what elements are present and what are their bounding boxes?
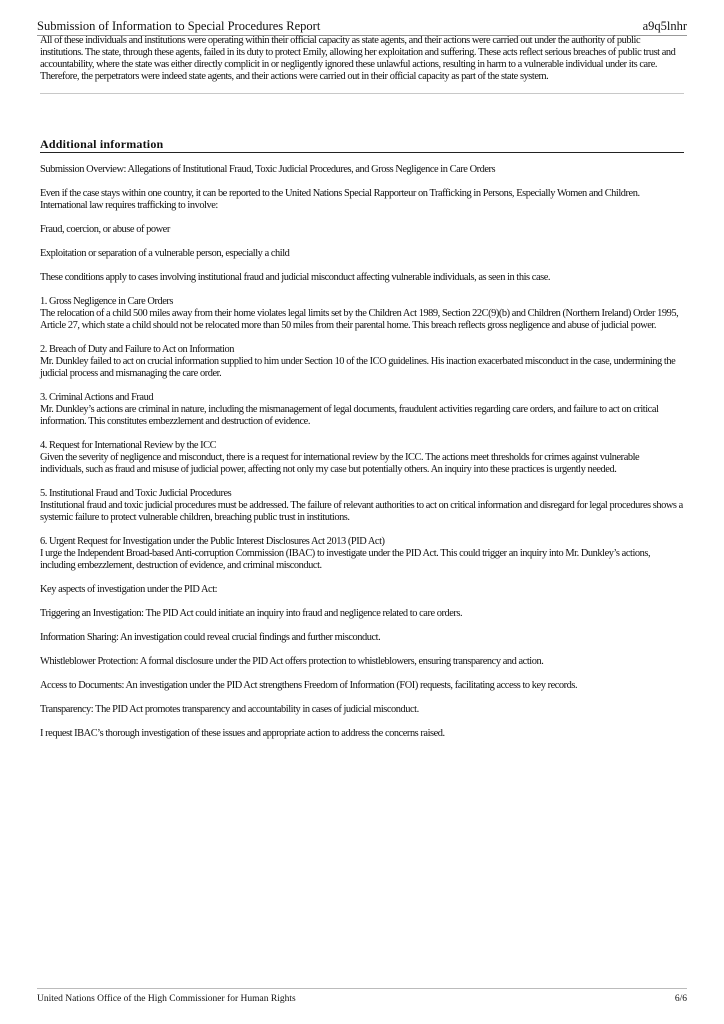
page-number: 6/6 <box>674 994 687 1004</box>
paragraph-text: Information Sharing: An investigation could reveal crucial findings and further misconduct. <box>40 632 381 643</box>
paragraph-heading: 2. Breach of Duty and Failure to Act on Information <box>40 344 235 355</box>
document-title: Submission of Information to Special Procedures Report <box>37 19 321 33</box>
paragraph-text: Triggering an Investigation: The PID Act could initiate an inquiry into fraud and negligence related to care orders. <box>40 608 463 619</box>
paragraph <box>40 632 684 644</box>
paragraph-heading: 4. Request for International Review by the ICC <box>40 440 217 451</box>
paragraph <box>40 188 684 212</box>
document-body <box>40 35 684 740</box>
paragraph-text: Mr. Dunkley’s actions are criminal in nature, including the mismanagement of legal documents, fraudulent activities regarding care orders, and failure to act on critical information. This constitutes embezzlement and destruction of evidence. <box>40 404 659 427</box>
paragraph <box>40 728 684 740</box>
page-footer <box>37 988 687 1005</box>
paragraph <box>40 680 684 692</box>
paragraph-text: Given the severity of negligence and misconduct, there is a request for international review by the ICC. The actions meet thresholds for crimes against vulnerable individuals, such as fraud and misuse of judicial power, affecting not only my case but potentially others. An inquiry into these practices is urgently needed. <box>40 452 640 475</box>
intro-paragraph: All of these individuals and institutions were operating within their official capacity as state agents, and their actions were carried out under the authority of public institutions. The state, through these agents, failed in its duty to protect Emily, allowing her exploitation and suffering. These acts reflect serious breaches of public trust and accountability, where the state was either directly complicit in or negligently ignored these unlawful actions, resulting in harm to a vulnerable individual under its care. Therefore, the perpetrators were indeed state agents, and their actions were carried out in their official capacity as part of the state system. <box>40 35 676 82</box>
paragraph-text: Mr. Dunkley failed to act on crucial information supplied to him under Section 10 of the ICO guidelines. His inaction exacerbated misconduct in the case, undermining the judicial process and mismanaging the care order. <box>40 356 676 379</box>
paragraph-heading: 6. Urgent Request for Investigation under the Public Interest Disclosures Act 2013 (PID Act) <box>40 536 385 547</box>
paragraph-text: I request IBAC’s thorough investigation of these issues and appropriate action to address the concerns raised. <box>40 728 445 739</box>
paragraph-text: Transparency: The PID Act promotes transparency and accountability in cases of judicial misconduct. <box>40 704 419 715</box>
paragraph <box>40 296 684 332</box>
paragraph <box>40 656 684 668</box>
paragraph-heading: 5. Institutional Fraud and Toxic Judicial Procedures <box>40 488 232 499</box>
paragraph-text: Whistleblower Protection: A formal disclosure under the PID Act offers protection to whistleblowers, ensuring transparency and action. <box>40 656 544 667</box>
paragraph-text: Even if the case stays within one country, it can be reported to the United Nations Special Rapporteur on Trafficking in Persons, Especially Women and Children. International law requires trafficking to involve: <box>40 188 640 211</box>
paragraph <box>40 272 684 284</box>
paragraph-text: The relocation of a child 500 miles away from their home violates legal limits set by the Children Act 1989, Section 22C(9)(b) and Children (Northern Ireland) Order 1995, Article 27, which state a child should not be relocated more than 50 miles from their parental home. This breach reflects gross negligence and abuse of judicial power. <box>40 308 679 331</box>
paragraph-text: Exploitation or separation of a vulnerable person, especially a child <box>40 248 290 259</box>
paragraph <box>40 608 684 620</box>
paragraph <box>40 584 684 596</box>
paragraph-text: I urge the Independent Broad-based Anti-corruption Commission (IBAC) to investigate under the PID Act. This could trigger an inquiry into Mr. Dunkley’s actions, including embezzlement, destruction of evidence, and criminal misconduct. <box>40 548 651 571</box>
paragraph-text: These conditions apply to cases involving institutional fraud and judicial misconduct affecting vulnerable individuals, as seen in this case. <box>40 272 551 283</box>
paragraph-text: Submission Overview: Allegations of Institutional Fraud, Toxic Judicial Procedures, and Gross Negligence in Care Orders <box>40 164 496 175</box>
section-title: Additional information <box>40 137 684 153</box>
paragraph <box>40 224 684 236</box>
paragraph-text: Access to Documents: An investigation under the PID Act strengthens Freedom of Information (FOI) requests, facilitating access to key records. <box>40 680 578 691</box>
paragraph <box>40 392 684 428</box>
paragraph <box>40 536 684 572</box>
paragraph <box>40 488 684 524</box>
paragraph <box>40 440 684 476</box>
paragraph-heading: 3. Criminal Actions and Fraud <box>40 392 154 403</box>
document-code: a9q5lnhr <box>642 19 687 33</box>
paragraph-text: Institutional fraud and toxic judicial procedures must be addressed. The failure of relevant authorities to act on critical information and disregard for legal procedures shows a systemic failure to protect vulnerable children, breaching public trust in institutions. <box>40 500 683 523</box>
paragraph <box>40 704 684 716</box>
page-header <box>37 18 687 36</box>
paragraph-text: Fraud, coercion, or abuse of power <box>40 224 170 235</box>
paragraph <box>40 344 684 380</box>
paragraph <box>40 164 684 176</box>
paragraph-heading: 1. Gross Negligence in Care Orders <box>40 296 174 307</box>
paragraph-list <box>40 164 684 740</box>
divider <box>40 93 684 94</box>
footer-organization: United Nations Office of the High Commissioner for Human Rights <box>37 994 296 1004</box>
paragraph <box>40 248 684 260</box>
paragraph-text: Key aspects of investigation under the PID Act: <box>40 584 218 595</box>
